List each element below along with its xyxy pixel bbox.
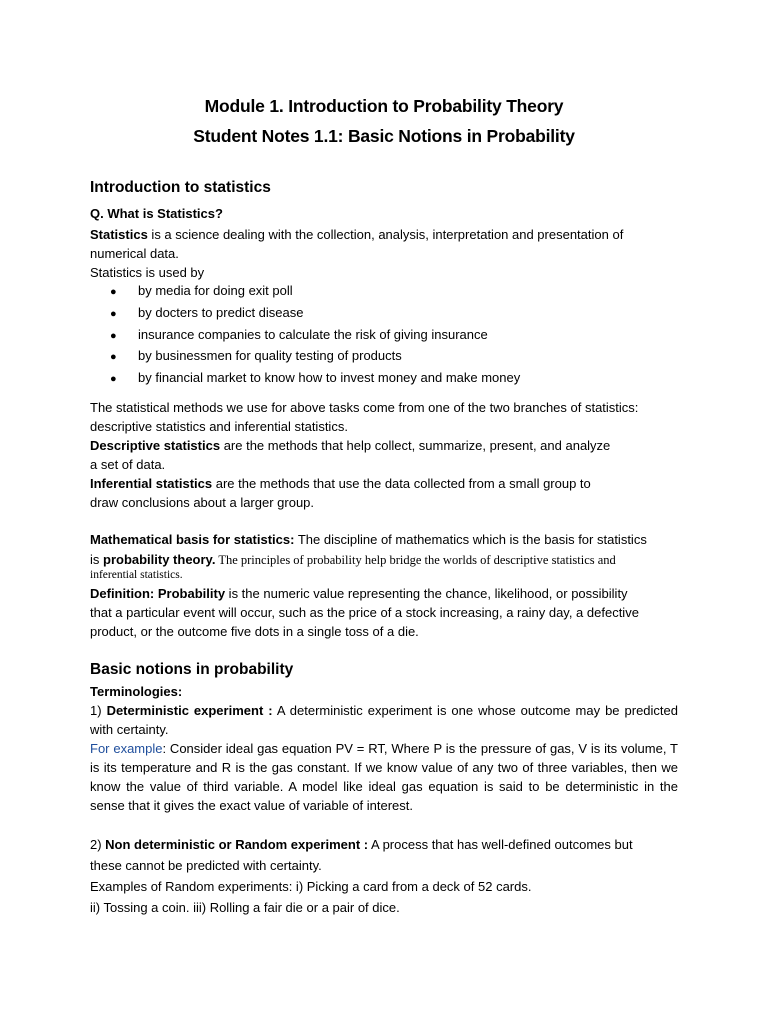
deterministic-term: Deterministic experiment :	[106, 703, 273, 718]
descriptive-term: Descriptive statistics	[90, 438, 221, 453]
probability-theory-term: probability theory.	[103, 552, 216, 567]
list-item: ● by financial market to know how to invest money and make money	[110, 368, 520, 390]
math-basis-line1: Mathematical basis for statistics: The discipline of mathematics which is the basis for statistics	[90, 532, 647, 547]
list-item: ● by media for doing exit poll	[110, 281, 520, 303]
bullet-icon: ●	[110, 286, 117, 298]
example-paragraph: For example: Consider ideal gas equation PV = RT, Where P is the pressure of gas, V is its volume, T is its temperature and R is the gas constant. If we know value of any two of three variables, then we know the value of third variable. A model like ideal gas equation is said to be deterministic in the sense that it gives the exact value of variable of interest.	[90, 741, 679, 813]
list-item: ● insurance companies to calculate the risk of giving insurance	[110, 325, 520, 347]
random-experiment-paragraph: 2) Non deterministic or Random experiment : A process that has well-defined outcomes but these cannot be predicted with certainty. Examples of Random experiments: i) Picking a card from a deck of 52 cards. ii) Tossing a coin. iii) Rolling a fair die or a pair of dice.	[90, 837, 633, 915]
list-item: ● by businessmen for quality testing of products	[110, 346, 520, 368]
deterministic-paragraph: 1) Deterministic experiment : A deterministic experiment is one whose outcome may be predicted with certainty.	[90, 703, 678, 737]
notes-title: Student Notes 1.1: Basic Notions in Probability	[193, 126, 575, 146]
usage-list	[110, 281, 520, 390]
inferential-term: Inferential statistics	[90, 476, 213, 491]
statistics-definition: Statistics is a science dealing with the collection, analysis, interpretation and presentation of numerical data. Statistics is used by	[90, 227, 624, 280]
bullet-icon: ●	[110, 329, 117, 342]
random-experiment-term: Non deterministic or Random experiment :	[105, 837, 369, 852]
bullet-icon: ●	[110, 373, 117, 386]
terminologies-label: Terminologies:	[90, 684, 183, 699]
probability-term: Definition: Probability	[90, 586, 226, 601]
math-basis-term: Mathematical basis for statistics:	[90, 532, 295, 547]
list-item: ● by docters to predict disease	[110, 303, 520, 325]
bullet-icon: ●	[110, 307, 117, 320]
bullet-icon: ●	[110, 351, 117, 364]
methods-paragraph: The statistical methods we use for above tasks come from one of the two branches of statistics: descriptive statistics and inferential statistics. Descriptive statistics are the methods that help collect, summarize, present, and analyze a set of data. Inferential statistics are the methods that use the data collected from a small group to draw conclusions about a larger group.	[90, 400, 639, 510]
module-title: Module 1. Introduction to Probability Theory	[204, 96, 564, 116]
probability-definition: Definition: Probability is the numeric value representing the chance, likelihood, or possibility that a particular event will occur, such as the price of a stock increasing, a rainy day, a defective product, or the outcome five dots in a single toss of a die.	[90, 586, 639, 639]
intro-heading: Introduction to statistics	[90, 179, 271, 196]
used-by-label: Statistics is used by	[90, 265, 205, 280]
example-label: For example	[90, 741, 163, 756]
math-basis-line3: inferential statistics.	[90, 569, 183, 581]
math-basis-line2: is probability theory. The principles of probability help bridge the worlds of descriptive statistics and	[90, 552, 616, 567]
statistics-term: Statistics	[90, 227, 148, 242]
question-what-is-statistics: Q. What is Statistics?	[90, 206, 223, 221]
basic-notions-heading: Basic notions in probability	[90, 661, 294, 678]
